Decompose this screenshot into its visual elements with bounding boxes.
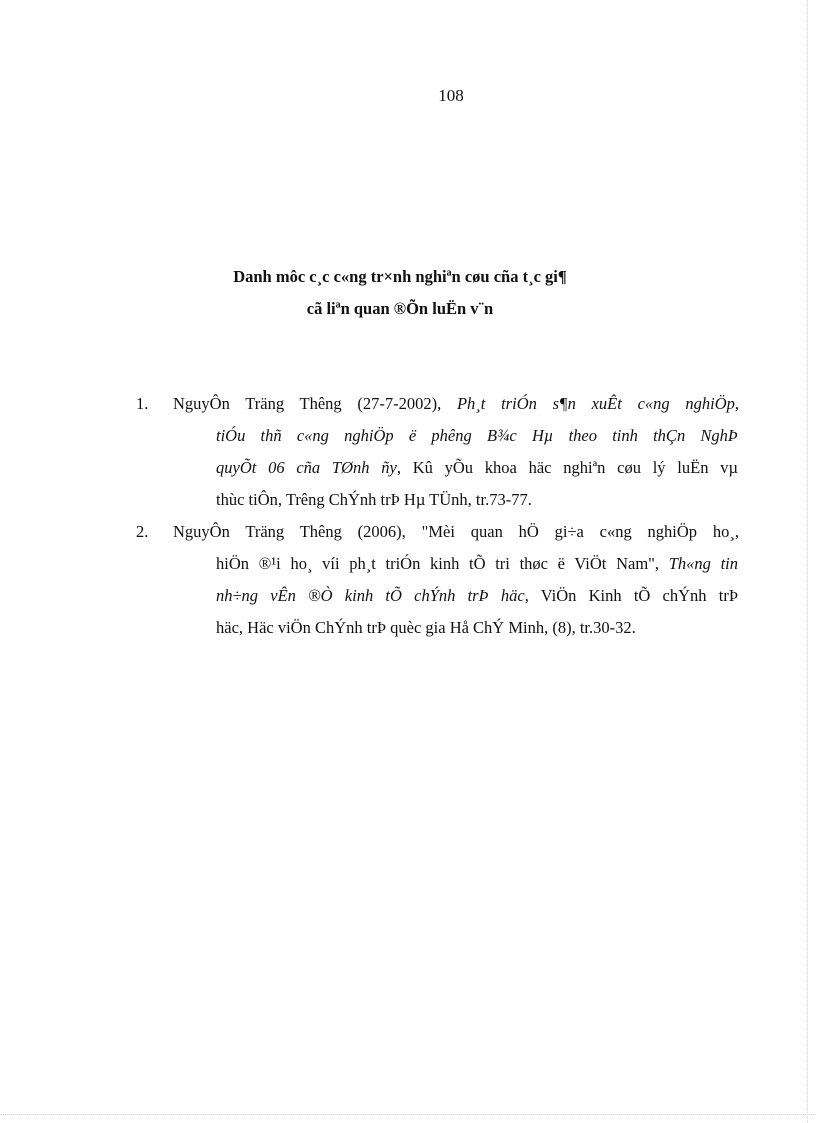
page-number: 108 [438,86,464,105]
reference-line [0,548,738,580]
reference-line [0,516,739,548]
reference-text: hiÖn ®¹i ho¸ víi ph¸t triÓn kinh tÕ tri thøc ë ViÖt Nam", [216,554,669,573]
heading-line-2: cã liªn quan ®Õn luËn v¨n [306,299,494,318]
reference-text: , Kû yÕu khoa häc nghiªn cøu lý luËn vµ [396,458,738,477]
reference-item [0,516,816,644]
reference-title-text: Ph¸t triÓn s¶n xuÊt c«ng nghiÖp, [456,394,739,413]
reference-title-text: nh÷ng vÊn ®Ò kinh tÕ chÝnh trÞ häc [216,586,525,605]
reference-line [0,420,738,452]
reference-list [0,388,816,644]
reference-line [0,612,738,644]
reference-line [0,388,739,420]
reference-item [0,388,816,516]
reference-line [0,484,738,516]
reference-text: NguyÔn Träng Thêng (2006), "Mèi quan hÖ gi÷a c«ng nghiÖp ho¸, [173,522,739,541]
reference-text: NguyÔn Träng Thêng (27-7-2002), [173,394,457,413]
reference-line [0,452,738,484]
reference-number: 2. [136,522,149,541]
reference-text: häc, Häc viÖn ChÝnh trÞ quèc gia Hå ChÝ Minh, (8), tr.30-32. [216,618,636,637]
page-edge-right [807,0,808,1123]
reference-number: 1. [136,394,149,413]
heading-line-1: Danh môc c¸c c«ng tr×nh nghiªn cøu cña t¸c gi¶ [233,267,567,286]
reference-title-text: tiÓu thñ c«ng nghiÖp ë phêng B¾c Hµ theo tinh thÇn NghÞ [216,426,738,445]
reference-title-text: quyÕt 06 cña TØnh ñy [216,458,397,477]
reference-text: thùc tiÔn, Trêng ChÝnh trÞ Hµ TÜnh, tr.73-77. [216,490,532,509]
reference-line [0,580,738,612]
section-heading [180,261,620,325]
reference-title-text: Th«ng tin [668,554,738,573]
page-edge-bottom [0,1114,816,1115]
reference-text: , ViÖn Kinh tÕ chÝnh trÞ [524,586,738,605]
